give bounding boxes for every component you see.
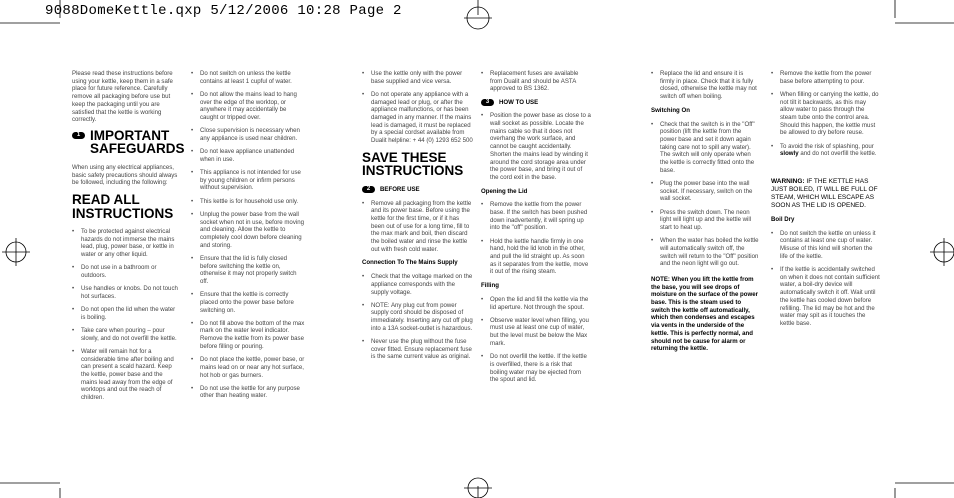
list-item: • This appliance is not intended for use by young children or infirm persons without supervision. xyxy=(191,169,305,192)
section-label: HOW TO USE xyxy=(499,98,539,106)
list-item: • Do not leave appliance unattended when in use. xyxy=(191,148,305,163)
section-title: IMPORTANT SAFEGUARDS xyxy=(90,127,185,157)
list-item xyxy=(771,143,881,158)
steam-note: NOTE: When you lift the kettle from the base, you will see drops of moisture on the surface of the power base. This is the steam used to switch the kettle off automatically, which then condenses and escapes via vents in the underside of the kettle. This is perfectly normal, and should not be cause for alarm or returning the kettle. xyxy=(651,275,758,353)
list-item: • Unplug the power base from the wall socket when not in use, before moving and cleaning. Allow the kettle to completely cool down before cleaning and storing. xyxy=(191,211,305,250)
list-item: • Do not use the kettle for any purpose other than heating water. xyxy=(191,385,305,400)
warning-body: IF THE KETTLE HAS JUST BOILED, IT WILL BE FULL OF STEAM, WHICH WILL ESCAPE AS SOON AS THE LID IS OPENED. xyxy=(771,178,878,210)
section-label: BEFORE USE xyxy=(380,185,420,193)
connection-title: Connection To The Mains Supply xyxy=(362,259,458,267)
list-item: • When the water has boiled the kettle will automatically switch off, the switch will return to the "Off" position and the neon light will go out. xyxy=(651,237,759,268)
list-item: • Do not fill above the bottom of the max mark on the water level indicator. Remove the kettle from its power base before filling or pouring. xyxy=(191,320,305,351)
list-item: • Check that the voltage marked on the appliance corresponds with the supply voltage. xyxy=(362,273,474,296)
list-item: • When filling or carrying the kettle, do not tilt it backwards, as this may allow water to pass through the steam tube onto the control area. Should this happen, the kettle must be allowed to dry before reuse. xyxy=(771,91,881,137)
boil-dry-title: Boil Dry xyxy=(771,216,795,224)
list-item: • Close supervision is necessary when any appliance is used near children. xyxy=(191,127,305,142)
list-item: • Replacement fuses are available from Dualit and should be ASTA approved to BS 1362. xyxy=(481,70,591,93)
list-item: • Remove the kettle from the power base before attempting to pour. xyxy=(771,70,881,85)
list-item: • Do not operate any appliance with a damaged lead or plug, or after the appliance malfunctions, or has been damaged in any manner. If the mains lead is damaged, it must be replaced by a special cordset available from Dualit helpline: + 44 (0) 1293 652 500 xyxy=(362,91,474,145)
list-item: • NOTE: Any plug cut from power supply cord should be disposed of immediately. Inserting any cut off plug into a 13A socket-outlet is hazardous. xyxy=(362,302,474,333)
list-item: • If the kettle is accidentally switched on when it does not contain sufficient water, a boil-dry device will automatically switch it off. Wait until the kettle has cooled down before refilling. The lid may be hot and the water may spit as it touches the kettle base. xyxy=(771,266,881,328)
filling-title: Filling xyxy=(481,282,499,290)
column-2 xyxy=(191,70,305,406)
list-item: • Water will remain hot for a considerable time after boiling and can present a scald hazard. Keep the kettle, power base and the mains lead away from the edge of worktops and out the reach of children. xyxy=(72,348,180,402)
list-item: • To be protected against electrical hazards do not immerse the mains lead, plug, power base, or kettle in water or any other liquid. xyxy=(72,228,180,259)
text-run: and do not overfill the kettle. xyxy=(798,150,877,158)
column-4 xyxy=(481,70,591,389)
list-item: • Hold the kettle handle firmly in one hand, hold the lid knob in the other, and pull the lid straight up. As soon as it separates from the kettle, move it out of the rising steam. xyxy=(481,238,591,277)
column-5 xyxy=(651,70,759,358)
list-item: • Ensure that the lid is fully closed before switching the kettle on, otherwise it may not properly switch off. xyxy=(191,255,305,286)
list-item: • Open the lid and fill the kettle via the lid aperture. Not through the spout. xyxy=(481,296,591,311)
section-before-use xyxy=(362,186,474,194)
intro-text: Please read these instructions before using your kettle, keep them in a safe place for future reference. Carefully remove all packaging before use but keep the packaging until you are satisfied that the kettle is working correctly. xyxy=(72,70,173,124)
list-item: • Remove the kettle from the power base. If the switch has been pushed down inadvertently, it will spring up into the "off" position. xyxy=(481,201,591,232)
column-1 xyxy=(72,70,185,407)
list-item: • Press the switch down. The neon light will light up and the kettle will start to heat up. xyxy=(651,209,759,232)
list-item: • Do not place the kettle, power base, or mains lead on or near any hot surface, hot hob or gas burners. xyxy=(191,356,305,379)
list-item: • Never use the plug without the fuse cover fitted. Ensure replacement fuse is the same current value as original. xyxy=(362,338,474,361)
list-item: • This kettle is for household use only. xyxy=(191,198,305,206)
section-how-to-use xyxy=(481,99,591,107)
list-item: • Ensure that the kettle is correctly placed onto the power base before switching on. xyxy=(191,291,305,314)
list-item: • Do not open the lid when the water is boiling. xyxy=(72,306,180,321)
text-run: To avoid the risk of splashing, pour xyxy=(780,142,874,150)
warning-text xyxy=(771,178,881,210)
list-item: • Use handles or knobs. Do not touch hot surfaces. xyxy=(72,285,180,300)
list-item: • Check that the switch is in the "Off" position (lift the kettle from the power base and set it down again taking care not to spill any water). The switch will only operate when the kettle is correctly fitted onto the base. xyxy=(651,121,759,175)
list-item: • Position the power base as close to a wall socket as possible. Locate the mains cable so that it does not overhang the work surface, and cannot be caught accidentally. Shorten the mains lead by winding it around the cord storage area under the power base, and bring it out of the cord exit in the base. xyxy=(481,112,591,181)
list-item: • Do not switch the kettle on unless it contains at least one cup of water. Misuse of this kind will shorten the life of the kettle. xyxy=(771,230,881,261)
section-important-safeguards xyxy=(72,127,185,157)
list-item: • Take care when pouring – pour slowly, and do not overfill the kettle. xyxy=(72,327,180,342)
read-all-instructions-title: READ ALL INSTRUCTIONS xyxy=(72,192,174,221)
switching-on-title: Switching On xyxy=(651,106,690,114)
section-number: 3 xyxy=(481,99,494,106)
list-item: • Use the kettle only with the power base supplied and vice versa. xyxy=(362,70,474,85)
warning-label: WARNING: xyxy=(771,178,805,186)
list-item: • Plug the power base into the wall socket. If necessary, switch on the wall socket. xyxy=(651,180,759,203)
save-instructions-title: SAVE THESE INSTRUCTIONS xyxy=(362,149,464,179)
column-6 xyxy=(771,70,881,333)
list-item: • Replace the lid and ensure it is firmly in place. Check that it is fully closed, otherwise the kettle may not switch off when boiling. xyxy=(651,70,759,101)
emphasis: slowly xyxy=(780,150,799,158)
list-item: • Do not switch on unless the kettle contains at least 1 cupful of water. xyxy=(191,70,305,85)
list-item: • Observe water level when filling, you must use at least one cup of water, but the level must be below the Max mark. xyxy=(481,317,591,348)
list-item: • Do not allow the mains lead to hang over the edge of the worktop, or anywhere it may accidentally be caught or tripped over. xyxy=(191,91,305,122)
column-3 xyxy=(362,70,474,367)
list-item: • Do not overfill the kettle. If the kettle is overfilled, there is a risk that boiling water may be ejected from the spout and lid. xyxy=(481,353,591,384)
list-item: • Do not use in a bathroom or outdoors. xyxy=(72,264,180,279)
section-number: 2 xyxy=(362,186,375,193)
file-header: 9088DomeKettle.qxp 5/12/2006 10:28 Page 2 xyxy=(45,3,402,19)
list-item: • Remove all packaging from the kettle and its power base. Before using the kettle for the first time, or if it has been out of use for a long time, fill to the max mark and boil, then discard the boiled water and rinse the kettle out with fresh cold water. xyxy=(362,200,474,254)
opening-lid-title: Opening the Lid xyxy=(481,187,528,195)
section-number: 1 xyxy=(72,132,85,139)
safeguards-text: When using any electrical appliances, basic safety precautions should always be followed, including the following: xyxy=(72,163,178,187)
